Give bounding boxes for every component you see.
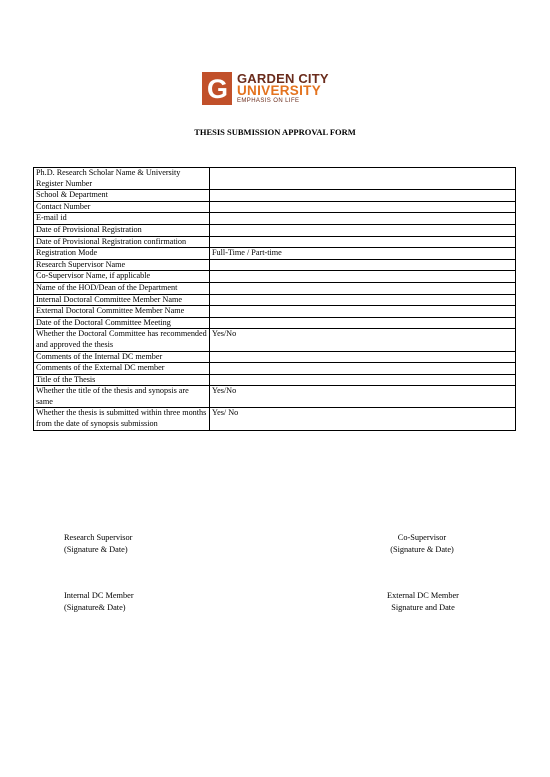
- form-row: [34, 363, 516, 375]
- field-value[interactable]: Yes/No: [210, 386, 516, 408]
- field-label: External Doctoral Committee Member Name: [34, 306, 210, 318]
- field-value[interactable]: [210, 282, 516, 294]
- form-row: [34, 329, 516, 351]
- field-label: Whether the Doctoral Committee has recommended and approved the thesis: [34, 329, 210, 351]
- logo-line1: GARDEN CITY: [237, 71, 329, 86]
- university-logo: [202, 72, 352, 108]
- field-value[interactable]: [210, 168, 516, 190]
- form-row: [34, 271, 516, 283]
- field-value[interactable]: [210, 306, 516, 318]
- field-value[interactable]: Yes/ No: [210, 408, 516, 430]
- field-label: Whether the title of the thesis and synopsis are same: [34, 386, 210, 408]
- field-value[interactable]: [210, 271, 516, 283]
- logo-mark: [202, 72, 232, 105]
- field-label: Date of Provisional Registration: [34, 224, 210, 236]
- signature-role: Research Supervisor: [64, 533, 133, 542]
- form-row: [34, 236, 516, 248]
- form-row: [34, 201, 516, 213]
- form-title: THESIS SUBMISSION APPROVAL FORM: [194, 127, 356, 137]
- field-value[interactable]: [210, 294, 516, 306]
- form-row: [34, 306, 516, 318]
- field-value[interactable]: [210, 190, 516, 202]
- field-label: Date of Provisional Registration confirmation: [34, 236, 210, 248]
- field-label: Name of the HOD/Dean of the Department: [34, 282, 210, 294]
- field-label: School & Department: [34, 190, 210, 202]
- logo-tagline: EMPHASIS ON LIFE: [237, 98, 300, 104]
- form-row: [34, 168, 516, 190]
- approval-form-table: [33, 167, 516, 431]
- field-label: Research Supervisor Name: [34, 259, 210, 271]
- form-row: [34, 386, 516, 408]
- form-row: [34, 294, 516, 306]
- co-supervisor-signature: [382, 532, 462, 556]
- field-value[interactable]: [210, 259, 516, 271]
- field-label: Co-Supervisor Name, if applicable: [34, 271, 210, 283]
- signature-note: (Signature & Date): [390, 545, 454, 554]
- form-row: [34, 224, 516, 236]
- field-value[interactable]: [210, 213, 516, 225]
- signature-role: Co-Supervisor: [397, 533, 447, 542]
- signature-note: Signature and Date: [391, 603, 455, 612]
- field-label: Comments of the Internal DC member: [34, 351, 210, 363]
- form-row: [34, 213, 516, 225]
- form-row: [34, 282, 516, 294]
- signature-note: (Signature& Date): [64, 603, 126, 612]
- field-label: Contact Number: [34, 201, 210, 213]
- field-label: Date of the Doctoral Committee Meeting: [34, 317, 210, 329]
- field-value[interactable]: Full-Time / Part-time: [210, 248, 516, 260]
- logo-line2: UNIVERSITY: [237, 83, 322, 98]
- signature-note: (Signature & Date): [64, 545, 128, 554]
- field-label: Title of the Thesis: [34, 374, 210, 386]
- form-row: [34, 317, 516, 329]
- field-value[interactable]: [210, 224, 516, 236]
- field-label: Whether the thesis is submitted within three months from the date of synopsis submission: [34, 408, 210, 430]
- signature-role: External DC Member: [387, 591, 459, 600]
- form-row: [34, 374, 516, 386]
- field-value[interactable]: [210, 201, 516, 213]
- form-row: [34, 248, 516, 260]
- logo-letter: G: [207, 74, 229, 104]
- internal-dc-signature: [64, 590, 134, 614]
- form-row: [34, 190, 516, 202]
- field-value[interactable]: [210, 317, 516, 329]
- field-value[interactable]: [210, 374, 516, 386]
- signature-role: Internal DC Member: [64, 591, 134, 600]
- field-label: Comments of the External DC member: [34, 363, 210, 375]
- research-supervisor-signature: [64, 532, 132, 556]
- field-value[interactable]: [210, 351, 516, 363]
- field-label: E-mail id: [34, 213, 210, 225]
- external-dc-signature: [378, 590, 468, 614]
- field-value[interactable]: Yes/No: [210, 329, 516, 351]
- field-value[interactable]: [210, 236, 516, 248]
- field-label: Internal Doctoral Committee Member Name: [34, 294, 210, 306]
- field-label: Ph.D. Research Scholar Name & University Register Number: [34, 168, 210, 190]
- field-value[interactable]: [210, 363, 516, 375]
- form-row: [34, 351, 516, 363]
- form-row: [34, 259, 516, 271]
- field-label: Registration Mode: [34, 248, 210, 260]
- form-row: [34, 408, 516, 430]
